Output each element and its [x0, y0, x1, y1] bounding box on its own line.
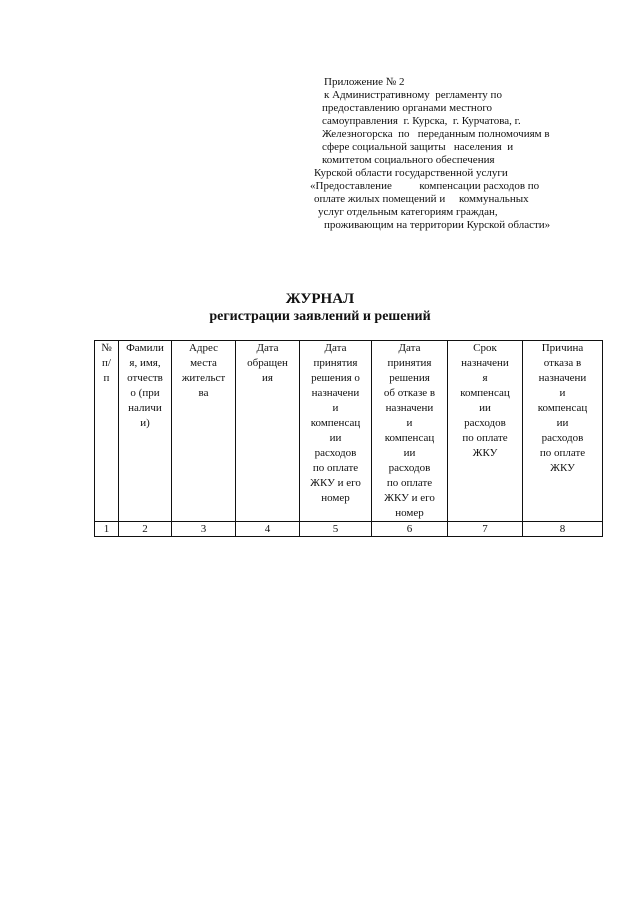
table-header-row: [95, 341, 603, 522]
header-text-line: номер: [395, 507, 424, 519]
header-text-line: компенсац: [537, 402, 588, 414]
header-text-line: по оплате: [386, 477, 433, 489]
header-cell-address: [172, 341, 236, 522]
appendix-line: Курской области государственной услуги: [314, 167, 508, 179]
header-text-line: места: [190, 357, 217, 369]
header-text-line: и: [332, 402, 339, 414]
header-cell-application-date: [236, 341, 300, 522]
header-text-line: я: [482, 372, 488, 384]
column-number-row: [95, 522, 603, 537]
column-number: 1: [95, 522, 119, 537]
header-text-line: решения о: [311, 372, 360, 384]
header-text-line: №: [101, 342, 112, 354]
header-text-line: п/: [102, 357, 111, 369]
journal-heading: ЖУРНАЛ: [285, 291, 355, 307]
header-cell-refusal-reason: [523, 341, 603, 522]
header-text-line: ия: [262, 372, 273, 384]
appendix-line: Приложение № 2: [324, 76, 405, 88]
header-cell-grant-period: [448, 341, 523, 522]
registration-journal-table: [94, 340, 603, 537]
header-text-line: отчеств: [127, 372, 163, 384]
header-text-line: наличи: [128, 402, 162, 414]
header-text-line: Причина: [541, 342, 584, 354]
header-text-line: по оплате: [312, 462, 359, 474]
header-cell-name: [119, 341, 172, 522]
header-text-line: расходов: [314, 447, 357, 459]
header-text-line: ва: [198, 387, 209, 399]
header-text-line: о (при: [130, 387, 160, 399]
header-text-line: компенсац: [384, 432, 435, 444]
header-text-line: решения: [389, 372, 430, 384]
header-text-line: и): [140, 417, 150, 429]
header-cell-grant-decision-date: [300, 341, 372, 522]
header-text-line: ЖКУ и его: [384, 492, 435, 504]
header-text-line: жительст: [181, 372, 226, 384]
header-text-line: расходов: [388, 462, 431, 474]
header-text-line: компенсац: [460, 387, 510, 399]
header-text-line: ЖКУ: [472, 447, 498, 459]
header-text-line: п: [103, 372, 110, 384]
header-text-line: компенсац: [310, 417, 361, 429]
appendix-line: сфере социальной защиты населения и: [322, 141, 514, 153]
header-text-line: ии: [403, 447, 416, 459]
appendix-block: [300, 76, 600, 232]
column-number: 3: [172, 522, 236, 537]
header-text-line: я, имя,: [129, 357, 161, 369]
header-text-line: и: [406, 417, 413, 429]
appendix-line: предоставлению органами местного: [322, 102, 493, 114]
header-text-line: Дата: [398, 342, 421, 354]
appendix-line: к Административному регламенту по: [324, 89, 502, 101]
header-text-line: ии: [329, 432, 342, 444]
header-cell-number: [95, 341, 119, 522]
header-text-line: назначени: [538, 372, 587, 384]
header-text-line: назначени: [461, 357, 509, 369]
column-number: 6: [372, 522, 448, 537]
appendix-line: услуг отдельным категориям граждан,: [318, 206, 498, 218]
header-text-line: отказа в: [543, 357, 582, 369]
journal-subheading: регистрации заявлений и решений: [209, 309, 431, 324]
document-title: [0, 290, 640, 326]
header-text-line: ЖКУ и его: [310, 477, 361, 489]
header-text-line: ии: [556, 417, 569, 429]
header-text-line: принятия: [313, 357, 358, 369]
header-text-line: расходов: [541, 432, 584, 444]
appendix-line: самоуправления г. Курска, г. Курчатова, г.: [322, 115, 521, 127]
header-cell-refusal-decision-date: [372, 341, 448, 522]
header-text-line: и: [559, 387, 566, 399]
appendix-line: оплате жилых помещений и коммунальных: [314, 193, 529, 205]
header-text-line: обращен: [247, 357, 288, 369]
header-text-line: номер: [321, 492, 350, 504]
header-text-line: об отказе в: [383, 387, 436, 399]
header-text-line: ии: [479, 402, 491, 414]
header-text-line: Срок: [473, 342, 497, 354]
header-text-line: Адрес: [188, 342, 219, 354]
header-text-line: назначени: [385, 402, 434, 414]
appendix-line: «Предоставление компенсации расходов по: [310, 180, 540, 192]
header-text-line: принятия: [387, 357, 432, 369]
header-text-line: Фамили: [126, 342, 164, 354]
column-number: 7: [448, 522, 523, 537]
header-text-line: Дата: [324, 342, 347, 354]
column-number: 5: [300, 522, 372, 537]
header-text-line: расходов: [464, 417, 506, 429]
header-text-line: по оплате: [539, 447, 586, 459]
header-text-line: назначени: [311, 387, 360, 399]
appendix-line: комитетом социального обеспечения: [322, 154, 495, 166]
column-number: 4: [236, 522, 300, 537]
column-number: 8: [523, 522, 603, 537]
appendix-line: Железногорска по переданным полномочиям в: [322, 128, 550, 140]
header-text-line: ЖКУ: [550, 462, 575, 474]
header-text-line: Дата: [256, 342, 279, 354]
header-text-line: по оплате: [462, 432, 508, 444]
appendix-line: проживающим на территории Курской области»: [324, 219, 551, 231]
column-number: 2: [119, 522, 172, 537]
